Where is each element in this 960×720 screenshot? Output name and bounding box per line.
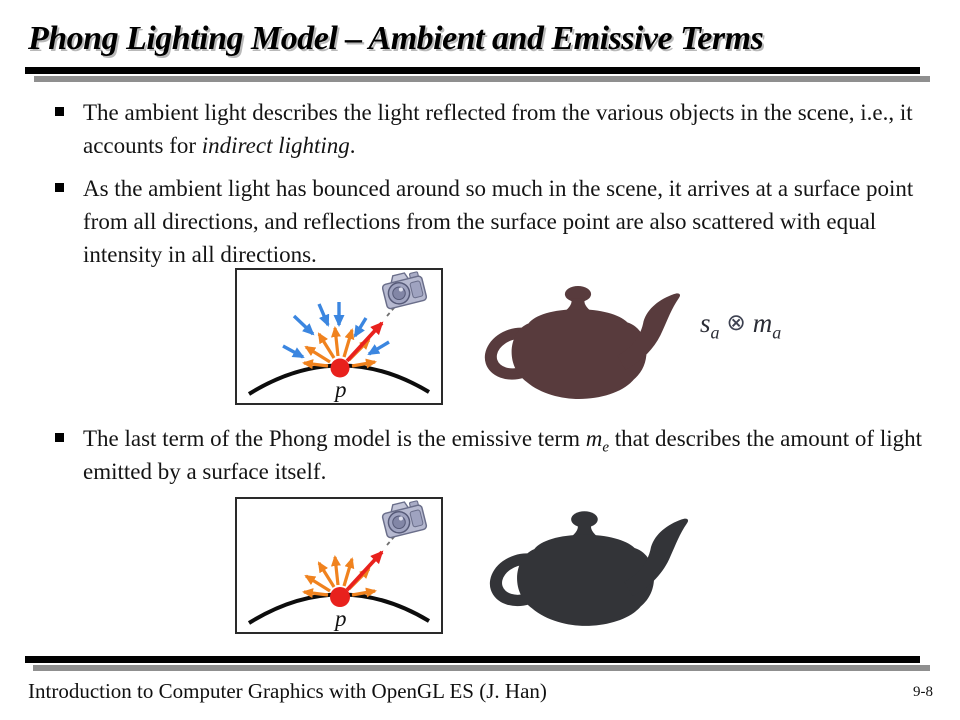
formula-sub-a1: a: [710, 322, 720, 343]
bullet-square-icon: [55, 107, 64, 116]
bullet-text: As the ambient light has bounced around so much in the scene, it arrives at a surface point from all directions, and reflections from the surface point are also scattered with equal intensity in all directions.: [83, 176, 914, 267]
bullet-text: The last term of the Phong model is the emissive term $m_e$ that describes the amount of light emitted by a surface itself.: [83, 426, 922, 484]
ambient-diagram-figure: [235, 268, 443, 405]
bullet-item: [55, 96, 923, 162]
formula-sub-a2: a: [772, 322, 782, 343]
bullet-item: [55, 422, 923, 488]
footer-rule-gray: [33, 665, 930, 671]
bullet-square-icon: [55, 433, 64, 442]
ambient-teapot-image: [474, 281, 686, 402]
title-rule-gray: [34, 76, 930, 82]
footer-credit: Introduction to Computer Graphics with OpenGL ES (J. Han): [28, 679, 547, 703]
bullet-square-icon: [55, 183, 64, 192]
formula-var-s: s: [700, 308, 711, 338]
ambient-diagram: [237, 270, 441, 403]
view-ray-arrow: [347, 323, 382, 361]
bullet-item: [55, 172, 923, 271]
surface-point-dot: [331, 359, 350, 378]
emissive-diagram: [237, 499, 441, 632]
camera-icon: [380, 270, 427, 309]
page-number: 9-8: [913, 684, 933, 700]
camera-icon: [380, 499, 427, 538]
otimes-operator: ⊗: [726, 310, 746, 335]
emissive-teapot-image: [479, 506, 694, 629]
bullet-text: The ambient light describes the light reflected from the various objects in the scene, i.e., it accounts for indirect lighting.: [83, 100, 913, 158]
page-title: Phong Lighting Model – Ambient and Emissive Terms: [28, 20, 764, 57]
ambient-term-formula: [700, 308, 781, 343]
title-rule-black: [25, 67, 920, 74]
point-label: p: [335, 377, 347, 402]
footer-rule-black: [25, 656, 920, 663]
view-ray-arrow: [347, 552, 382, 590]
formula-var-m: m: [752, 308, 773, 338]
teapot-silhouette: [483, 511, 688, 626]
emissive-diagram-figure: [235, 497, 443, 634]
teapot-silhouette: [478, 286, 680, 399]
point-label: p: [335, 606, 347, 631]
surface-point-dot: [330, 587, 350, 607]
